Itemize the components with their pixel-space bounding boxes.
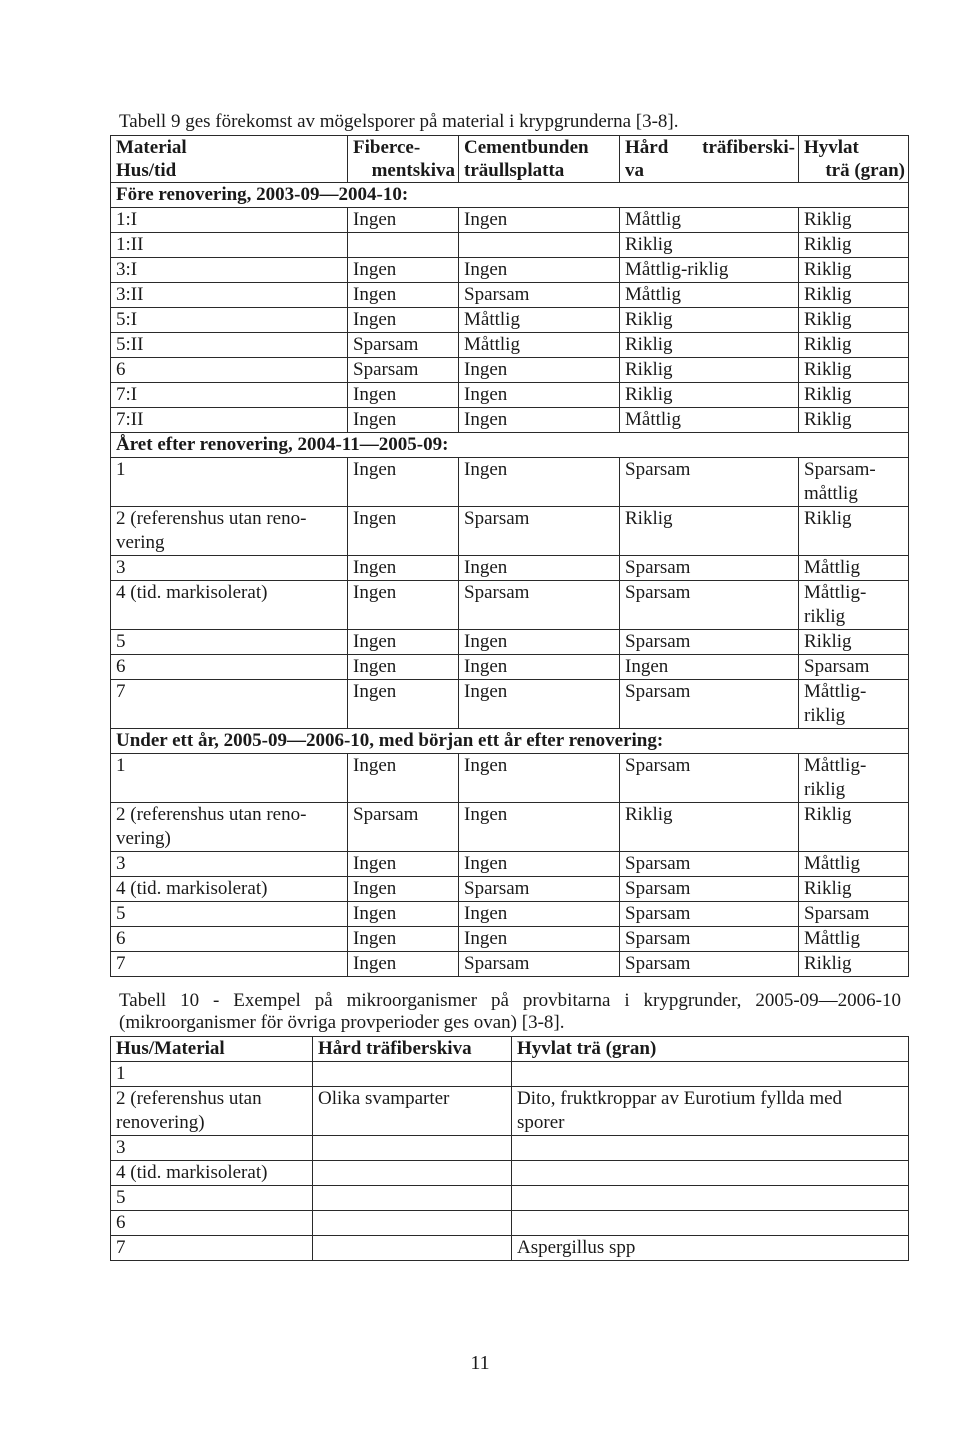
cell-cement-bound: Ingen — [459, 383, 620, 408]
cell-fibercement: Ingen — [348, 283, 459, 308]
cell-cement-bound: Måttlig — [459, 308, 620, 333]
table-row — [111, 927, 909, 952]
cell-planed-wood: Riklig — [799, 283, 909, 308]
header-planed-wood-line2: trä (gran) — [825, 160, 905, 181]
table-row — [111, 1136, 909, 1161]
cell-planed-wood — [512, 1161, 909, 1186]
header-hard-fiberboard — [620, 136, 799, 183]
cell-planed-wood: Riklig — [799, 308, 909, 333]
cell-fibercement — [348, 233, 459, 258]
cell-hard-fiberboard: Sparsam — [620, 556, 799, 581]
cell-hard-fiberboard: Sparsam — [620, 902, 799, 927]
cell-cement-bound: Ingen — [459, 803, 620, 852]
table-row — [111, 308, 909, 333]
header-planed-wood: Hyvlat trä (gran) — [512, 1037, 909, 1062]
cell-house: 7 — [111, 952, 348, 977]
cell-planed-wood: Riklig — [799, 507, 909, 556]
table10-header-row — [111, 1037, 909, 1062]
cell-hard-fiberboard: Sparsam — [620, 927, 799, 952]
cell-house: 1 — [111, 458, 348, 507]
table-row — [111, 556, 909, 581]
cell-hard-fiberboard: Riklig — [620, 333, 799, 358]
table-row — [111, 208, 909, 233]
cell-hard-fiberboard: Sparsam — [620, 754, 799, 803]
cell-hard-fiberboard — [313, 1236, 512, 1261]
header-fibercement — [348, 136, 459, 183]
header-planed-wood — [799, 136, 909, 183]
cell-planed-wood: Sparsam — [799, 902, 909, 927]
cell-planed-wood — [512, 1211, 909, 1236]
cell-planed-wood: Riklig — [799, 408, 909, 433]
table9-caption: Tabell 9 ges förekomst av mögelsporer på material i krypgrunderna [3-8]. — [119, 111, 679, 132]
header-hard-fiberboard: Hård träfiberskiva — [313, 1037, 512, 1062]
cell-house: 3:II — [111, 283, 348, 308]
cell-planed-wood: Dito, fruktkroppar av Eurotium fyllda med sporer — [512, 1087, 909, 1136]
cell-house: 1 — [111, 754, 348, 803]
table-row — [111, 877, 909, 902]
cell-house: 7:II — [111, 408, 348, 433]
table10-caption-line2: (mikroorganismer för övriga provperioder ges ovan) [3-8]. — [119, 1012, 565, 1033]
cell-fibercement: Ingen — [348, 630, 459, 655]
cell-cement-bound: Sparsam — [459, 283, 620, 308]
cell-hard-fiberboard: Sparsam — [620, 458, 799, 507]
table-row — [111, 754, 909, 803]
cell-house: 6 — [111, 927, 348, 952]
cell-planed-wood — [512, 1136, 909, 1161]
cell-fibercement: Sparsam — [348, 803, 459, 852]
cell-cement-bound: Sparsam — [459, 952, 620, 977]
cell-house-material: 6 — [111, 1211, 313, 1236]
table-row — [111, 408, 909, 433]
cell-cement-bound: Ingen — [459, 458, 620, 507]
cell-cement-bound: Ingen — [459, 358, 620, 383]
cell-fibercement: Ingen — [348, 902, 459, 927]
cell-house: 7 — [111, 680, 348, 729]
cell-cement-bound — [459, 233, 620, 258]
cell-cement-bound: Måttlig — [459, 333, 620, 358]
table10-body — [111, 1062, 909, 1261]
cell-hard-fiberboard: Måttlig — [620, 408, 799, 433]
table-row — [111, 258, 909, 283]
cell-hard-fiberboard: Ingen — [620, 655, 799, 680]
table-row — [111, 233, 909, 258]
table-row — [111, 1211, 909, 1236]
cell-hard-fiberboard: Riklig — [620, 507, 799, 556]
header-hard-fiberboard-line1: Hård träfiberski- — [625, 137, 795, 158]
cell-planed-wood: Riklig — [799, 952, 909, 977]
cell-cement-bound: Ingen — [459, 556, 620, 581]
cell-house: 2 (referenshus utan reno- vering — [111, 507, 348, 556]
section-row — [111, 183, 909, 208]
cell-house: 2 (referenshus utan reno- vering) — [111, 803, 348, 852]
cell-cement-bound: Ingen — [459, 852, 620, 877]
cell-house: 7:I — [111, 383, 348, 408]
header-fibercement-line1: Fiberce- — [353, 137, 421, 158]
cell-hard-fiberboard — [313, 1186, 512, 1211]
cell-fibercement: Ingen — [348, 507, 459, 556]
cell-house: 1:II — [111, 233, 348, 258]
cell-house-material: 2 (referenshus utan renovering) — [111, 1087, 313, 1136]
cell-planed-wood: Riklig — [799, 233, 909, 258]
cell-fibercement: Ingen — [348, 383, 459, 408]
microorganisms-table — [110, 1036, 909, 1261]
header-planed-wood-line1: Hyvlat — [804, 137, 859, 158]
cell-planed-wood: Riklig — [799, 258, 909, 283]
table-row — [111, 852, 909, 877]
cell-hard-fiberboard: Riklig — [620, 308, 799, 333]
cell-fibercement: Ingen — [348, 258, 459, 283]
cell-planed-wood: Måttlig — [799, 556, 909, 581]
page-number: 11 — [470, 1352, 490, 1374]
table-row — [111, 630, 909, 655]
cell-fibercement: Ingen — [348, 581, 459, 630]
cell-fibercement: Ingen — [348, 208, 459, 233]
table9-body — [111, 183, 909, 977]
cell-hard-fiberboard — [313, 1062, 512, 1087]
cell-fibercement: Ingen — [348, 952, 459, 977]
cell-hard-fiberboard: Riklig — [620, 233, 799, 258]
cell-house-material: 5 — [111, 1186, 313, 1211]
cell-planed-wood — [512, 1062, 909, 1087]
cell-planed-wood: Riklig — [799, 383, 909, 408]
cell-planed-wood: Sparsam — [799, 655, 909, 680]
cell-cement-bound: Ingen — [459, 655, 620, 680]
table-row — [111, 358, 909, 383]
table-row — [111, 507, 909, 556]
table-row — [111, 952, 909, 977]
cell-fibercement: Sparsam — [348, 333, 459, 358]
cell-hard-fiberboard: Måttlig-riklig — [620, 258, 799, 283]
cell-house: 5:II — [111, 333, 348, 358]
table-row — [111, 458, 909, 507]
cell-house: 3 — [111, 852, 348, 877]
cell-cement-bound: Ingen — [459, 208, 620, 233]
cell-cement-bound: Sparsam — [459, 877, 620, 902]
section-row — [111, 433, 909, 458]
header-material-line1: Material — [116, 137, 187, 158]
section-title: Före renovering, 2003-09—2004-10: — [111, 183, 909, 208]
cell-planed-wood: Måttlig- riklig — [799, 680, 909, 729]
cell-hard-fiberboard: Sparsam — [620, 680, 799, 729]
table-row — [111, 333, 909, 358]
cell-hard-fiberboard: Sparsam — [620, 952, 799, 977]
table-row — [111, 680, 909, 729]
cell-fibercement: Ingen — [348, 458, 459, 507]
mold-spores-table — [110, 135, 909, 977]
cell-hard-fiberboard: Riklig — [620, 383, 799, 408]
cell-house: 5 — [111, 630, 348, 655]
cell-cement-bound: Ingen — [459, 680, 620, 729]
cell-fibercement: Ingen — [348, 852, 459, 877]
cell-house-material: 7 — [111, 1236, 313, 1261]
cell-fibercement: Ingen — [348, 655, 459, 680]
cell-planed-wood: Måttlig — [799, 852, 909, 877]
cell-planed-wood: Måttlig- riklig — [799, 581, 909, 630]
cell-cement-bound: Ingen — [459, 754, 620, 803]
header-house-material: Hus/Material — [111, 1037, 313, 1062]
table-row — [111, 1236, 909, 1261]
cell-hard-fiberboard: Sparsam — [620, 581, 799, 630]
cell-cement-bound: Sparsam — [459, 581, 620, 630]
header-cement-bound-line2: träullsplatta — [464, 160, 565, 181]
cell-cement-bound: Ingen — [459, 258, 620, 283]
cell-house: 6 — [111, 655, 348, 680]
section-title: Året efter renovering, 2004-11—2005-09: — [111, 433, 909, 458]
cell-house: 3 — [111, 556, 348, 581]
cell-house-material: 1 — [111, 1062, 313, 1087]
cell-hard-fiberboard: Sparsam — [620, 877, 799, 902]
cell-cement-bound: Ingen — [459, 902, 620, 927]
cell-house: 6 — [111, 358, 348, 383]
cell-planed-wood: Riklig — [799, 208, 909, 233]
table10-caption-line1: Tabell 10 - Exempel på mikroorganismer på provbitarna i krypgrunder, 2005-09—2006-10 — [119, 990, 901, 1011]
cell-planed-wood: Riklig — [799, 630, 909, 655]
header-material-line2: Hus/tid — [116, 160, 177, 181]
table-row — [111, 655, 909, 680]
cell-hard-fiberboard: Måttlig — [620, 283, 799, 308]
header-hard-fiberboard-line2: va — [625, 160, 644, 181]
table-row — [111, 383, 909, 408]
table-row — [111, 803, 909, 852]
cell-fibercement: Ingen — [348, 408, 459, 433]
cell-fibercement: Ingen — [348, 308, 459, 333]
header-fibercement-line2: mentskiva — [371, 160, 455, 181]
table-row — [111, 581, 909, 630]
cell-hard-fiberboard: Sparsam — [620, 630, 799, 655]
cell-house: 1:I — [111, 208, 348, 233]
section-title: Under ett år, 2005-09—2006-10, med början ett år efter renovering: — [111, 729, 909, 754]
cell-fibercement: Ingen — [348, 680, 459, 729]
cell-planed-wood — [512, 1186, 909, 1211]
table-row — [111, 1186, 909, 1211]
table-row — [111, 1062, 909, 1087]
cell-planed-wood: Riklig — [799, 333, 909, 358]
cell-fibercement: Ingen — [348, 877, 459, 902]
cell-hard-fiberboard — [313, 1161, 512, 1186]
cell-fibercement: Ingen — [348, 927, 459, 952]
header-cement-bound — [459, 136, 620, 183]
cell-cement-bound: Sparsam — [459, 507, 620, 556]
cell-house: 3:I — [111, 258, 348, 283]
cell-planed-wood: Aspergillus spp — [512, 1236, 909, 1261]
cell-hard-fiberboard: Riklig — [620, 358, 799, 383]
cell-planed-wood: Riklig — [799, 877, 909, 902]
cell-planed-wood: Riklig — [799, 803, 909, 852]
section-row — [111, 729, 909, 754]
table-row — [111, 283, 909, 308]
cell-house: 4 (tid. markisolerat) — [111, 877, 348, 902]
cell-cement-bound: Ingen — [459, 927, 620, 952]
cell-fibercement: Ingen — [348, 754, 459, 803]
cell-hard-fiberboard — [313, 1211, 512, 1236]
cell-house-material: 3 — [111, 1136, 313, 1161]
table-row — [111, 902, 909, 927]
header-material — [111, 136, 348, 183]
table-row — [111, 1161, 909, 1186]
table10-caption — [119, 990, 901, 1034]
cell-cement-bound: Ingen — [459, 630, 620, 655]
cell-hard-fiberboard: Sparsam — [620, 852, 799, 877]
cell-house: 5 — [111, 902, 348, 927]
cell-hard-fiberboard: Olika svamparter — [313, 1087, 512, 1136]
cell-house: 4 (tid. markisolerat) — [111, 581, 348, 630]
cell-fibercement: Ingen — [348, 556, 459, 581]
cell-planed-wood: Riklig — [799, 358, 909, 383]
cell-planed-wood: Sparsam- måttlig — [799, 458, 909, 507]
cell-cement-bound: Ingen — [459, 408, 620, 433]
header-cement-bound-line1: Cementbunden — [464, 137, 589, 158]
cell-hard-fiberboard: Riklig — [620, 803, 799, 852]
table-row — [111, 1087, 909, 1136]
cell-hard-fiberboard: Måttlig — [620, 208, 799, 233]
cell-house-material: 4 (tid. markisolerat) — [111, 1161, 313, 1186]
table9-header-row — [111, 136, 909, 183]
cell-hard-fiberboard — [313, 1136, 512, 1161]
cell-planed-wood: Måttlig — [799, 927, 909, 952]
cell-fibercement: Sparsam — [348, 358, 459, 383]
cell-house: 5:I — [111, 308, 348, 333]
cell-planed-wood: Måttlig- riklig — [799, 754, 909, 803]
